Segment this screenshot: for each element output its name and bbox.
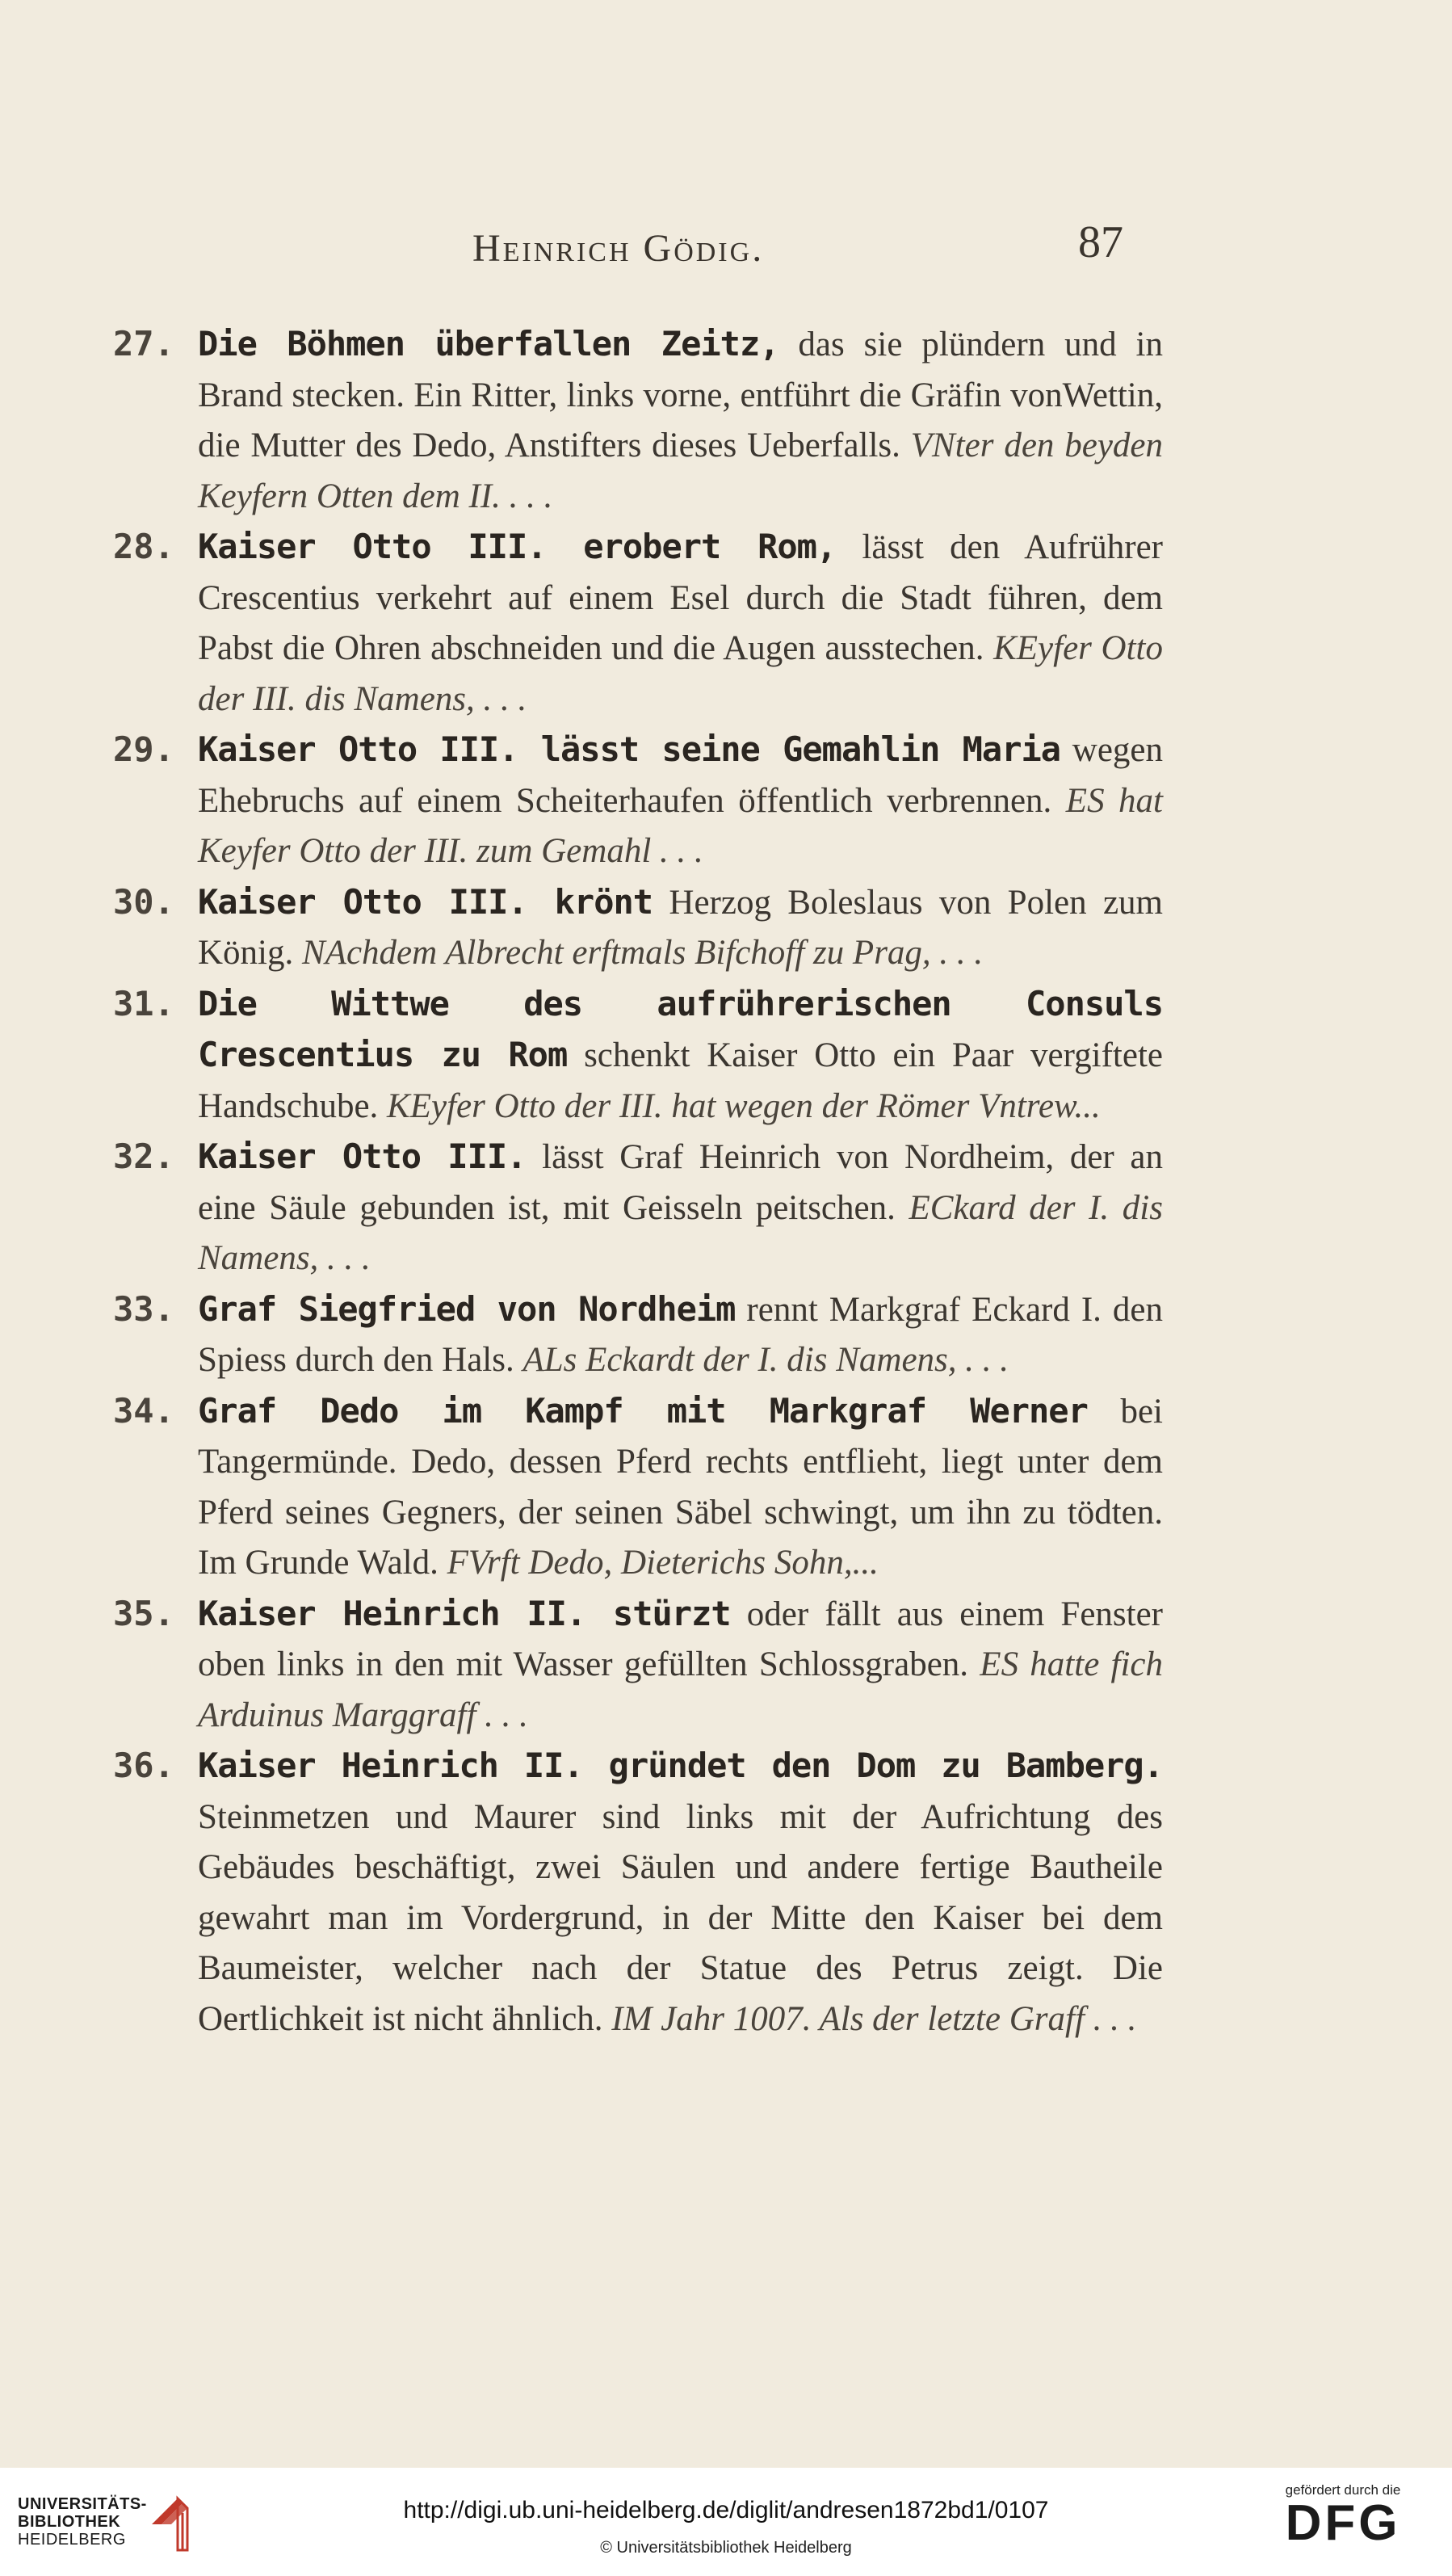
running-title: Heinrich Gödig. — [472, 227, 765, 270]
entry-text: Steinmetzen und Maurer sind links mit der Aufrichtung des Gebäudes beschäftigt, zwei Säulen und andere fertige Bautheile gewahrt man im Vordergrund, in der Mitte den Kaiser bei dem Baumeister, welcher nach der Statue des Petrus zeigt. Die Oertlichkeit ist nicht ähnlich. — [198, 1797, 1163, 2038]
catalogue-entry — [113, 1589, 1163, 1742]
entry-number: 29. — [113, 729, 174, 769]
dfg-logo-text: DFG — [1285, 2495, 1401, 2551]
catalogue-entry — [113, 877, 1163, 979]
running-head — [0, 216, 1452, 281]
catalogue-entry — [113, 1284, 1163, 1386]
entry-title: Kaiser Heinrich II. stürzt — [198, 1593, 731, 1633]
catalogue-entry — [113, 725, 1163, 877]
entry-number: 33. — [113, 1288, 174, 1329]
entry-number: 36. — [113, 1746, 174, 1785]
entry-text: das sie plündern und in Brand stecken. Ein Ritter, links vorne, entführt die Gräfin vonWettin, die Mutter des Dedo, Anstifters dieses Ueberfalls. — [198, 326, 1163, 464]
entry-title: Die Wittwe des aufrührerischen Consuls Crescentius zu Rom — [198, 983, 1163, 1074]
entry-title: Die Böhmen überfallen Zeitz, — [198, 324, 779, 363]
entry-title: Graf Dedo im Kampf mit Markgraf Werner — [198, 1390, 1088, 1431]
entry-number: 27. — [113, 324, 174, 363]
entry-text: bei Tangermünde. Dedo, dessen Pferd rechts entflieht, liegt unter dem Pferd seines Gegners, der seinen Säbel schwingt, um ihn zu tödten. Im Grunde Wald. — [198, 1392, 1163, 1582]
entry-text: Herzog Boleslaus von Polen zum König. — [198, 883, 1163, 972]
permalink-url[interactable]: http://digi.ub.uni-heidelberg.de/diglit/andresen1872bd1/0107 — [403, 2497, 1049, 2523]
entry-caption: IM Jahr 1007. Als der letzte Graff . . . — [611, 1999, 1137, 2038]
entry-text: rennt Markgraf Eckard I. den Spiess durch den Hals. — [198, 1290, 1163, 1379]
entry-title: Kaiser Otto III. lässt seine Gemahlin Maria — [198, 729, 1061, 769]
funder-tagline: gefördert durch die — [1285, 2482, 1401, 2498]
entry-number: 31. — [113, 983, 174, 1023]
entry-text: lässt Graf Heinrich von Nordheim, der an eine Säule gebunden ist, mit Geisseln peitschen. — [198, 1138, 1163, 1227]
catalogue-entry — [113, 319, 1163, 522]
entry-number: 34. — [113, 1390, 174, 1431]
copyright-notice: © Universitätsbibliothek Heidelberg — [600, 2539, 852, 2557]
entry-title: Kaiser Otto III. — [198, 1137, 527, 1176]
entry-caption: NAchdem Albrecht erftmals Bifchoff zu Prag, . . . — [302, 934, 984, 972]
entry-caption: KEyfer Otto der III. hat wegen der Römer Vntrew... — [387, 1086, 1101, 1125]
entry-text: schenkt Kaiser Otto ein Paar vergiftete Handschube. — [198, 1036, 1163, 1125]
funder-logo[interactable] — [1266, 2482, 1420, 2549]
catalogue-entry — [113, 1741, 1163, 2044]
catalogue-entry — [113, 1132, 1163, 1284]
entry-caption: FVrft Dedo, Dieterichs Sohn,... — [447, 1544, 879, 1582]
entry-text: lässt den Aufrührer Crescentius verkehrt auf einem Esel durch die Stadt führen, dem Pabst die Ohren abschneiden und die Augen ausstechen. — [198, 528, 1163, 667]
page-number: 87 — [1078, 217, 1123, 267]
entry-caption: ECkard der I. dis Namens, . . . — [198, 1188, 1163, 1277]
catalogue-entry — [113, 979, 1163, 1133]
entry-title: Kaiser Heinrich II. gründet den Dom zu Bamberg. — [198, 1746, 1163, 1785]
entry-number: 30. — [113, 881, 174, 922]
viewer-footer — [0, 2468, 1452, 2576]
catalogue-entry — [113, 1386, 1163, 1589]
entry-number: 35. — [113, 1593, 174, 1633]
catalogue-entries — [113, 319, 1163, 2044]
entry-text: wegen Ehebruchs auf einem Scheiterhaufen öffentlich verbrennen. — [198, 731, 1163, 820]
entry-caption: ES hatte fich Arduinus Marggraff . . . — [198, 1645, 1163, 1734]
entry-number: 28. — [113, 527, 174, 566]
catalogue-entry — [113, 522, 1163, 725]
entry-caption: ES hat Keyfer Otto der III. zum Gemahl . . . — [198, 781, 1163, 870]
entry-title: Kaiser Otto III. erobert Rom, — [198, 527, 837, 566]
entry-caption: KEyfer Otto der III. dis Namens, . . . — [198, 629, 1163, 718]
library-name: UNIVERSITÄTS- BIBLIOTHEK HEIDELBERG — [18, 2495, 147, 2549]
entry-caption: ALs Eckardt der I. dis Namens, . . . — [522, 1341, 1009, 1379]
entry-caption: VNter den beyden Keyfern Otten dem II. . . . — [198, 427, 1163, 515]
entry-text: oder fällt aus einem Fenster oben links in den mit Wasser gefüllten Schlossgraben. — [198, 1595, 1163, 1683]
entry-number: 32. — [113, 1137, 174, 1176]
entry-title: Graf Siegfried von Nordheim — [198, 1288, 736, 1329]
entry-title: Kaiser Otto III. krönt — [198, 881, 653, 922]
